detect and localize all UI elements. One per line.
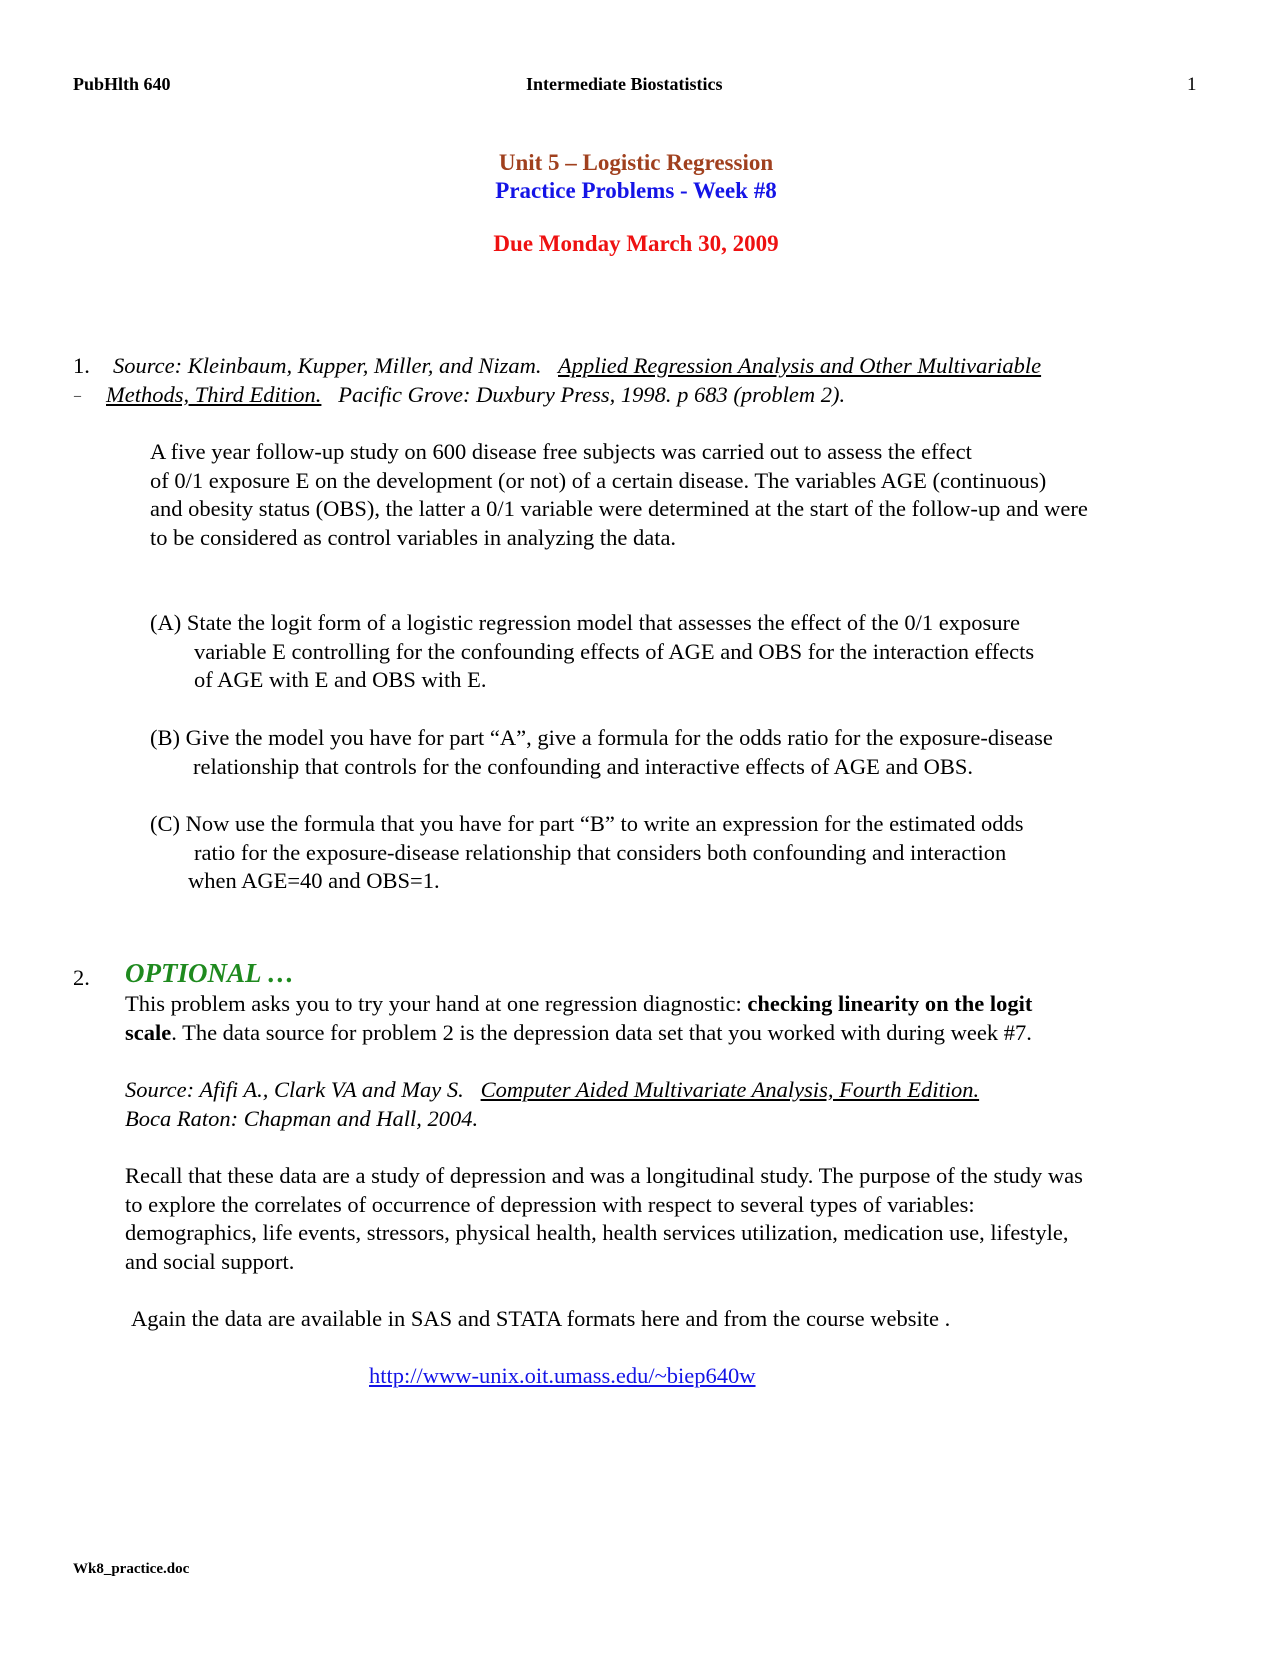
unit-title: Unit 5 – Logistic Regression xyxy=(498,150,774,175)
problem1-paragraph xyxy=(150,438,1088,552)
problem2-intro xyxy=(125,990,1032,1047)
part-b-line: relationship that controls for the confounding and interactive effects of AGE and OBS. xyxy=(193,753,974,779)
problem1-number: 1. xyxy=(73,353,90,378)
problem1-book-title: Applied Regression Analysis and Other Multivariable xyxy=(558,353,1042,378)
part-b-line: (B) Give the model you have for part “A”, give a formula for the odds ratio for the exposure-disease xyxy=(150,725,1053,750)
intro-bold: checking linearity on the logit xyxy=(747,991,1033,1016)
part-a-line: (A) State the logit form of a logistic regression model that assesses the effect of the 0/1 exposure xyxy=(150,610,1020,635)
part-c-line: ratio for the exposure-disease relationship that considers both confounding and interaction xyxy=(194,839,1007,865)
part-c-line: (C) Now use the formula that you have for part “B” to write an expression for the estimated odds xyxy=(150,811,1024,836)
recall-line: Recall that these data are a study of depression and was a longitudinal study. The purpose of the study was xyxy=(125,1163,1083,1188)
header-course: PubHlth 640 xyxy=(73,74,171,94)
problem2-source xyxy=(125,1076,979,1133)
problem1-book-title-cont: Methods, Third Edition. xyxy=(106,382,322,407)
due-date: Due Monday March 30, 2009 xyxy=(493,231,779,256)
paragraph-line: and obesity status (OBS), the latter a 0/1 variable were determined at the start of the follow-up and were xyxy=(150,496,1088,521)
header-course-title: Intermediate Biostatistics xyxy=(526,74,723,94)
intro-bold: scale xyxy=(125,1019,172,1045)
part-a-line: variable E controlling for the confounding effects of AGE and OBS for the interaction effects xyxy=(194,638,1035,664)
intro-text: This problem asks you to try your hand at one regression diagnostic: xyxy=(125,991,748,1016)
part-a xyxy=(150,609,1034,695)
part-b xyxy=(150,724,1053,781)
source-line-1 xyxy=(125,1076,979,1105)
course-website-link[interactable]: http://www-unix.oit.umass.edu/~biep640w xyxy=(369,1363,756,1388)
source-prefix: Source: Afifi A., Clark VA and May S. xyxy=(125,1077,464,1102)
practice-title: Practice Problems - Week #8 xyxy=(495,178,777,203)
problem1-publisher: Pacific Grove: Duxbury Press, 1998. p 683 (problem 2). xyxy=(338,382,846,407)
source-publisher: Boca Raton: Chapman and Hall, 2004. xyxy=(125,1105,479,1131)
recall-line: and social support. xyxy=(125,1248,295,1274)
recall-line: to explore the correlates of occurrence of depression with respect to several types of variables: xyxy=(125,1191,975,1217)
source-title: Computer Aided Multivariate Analysis, Fourth Edition. xyxy=(480,1077,980,1102)
problem2-again: Again the data are available in SAS and STATA formats here and from the course website . xyxy=(131,1306,951,1331)
part-c-line: when AGE=40 and OBS=1. xyxy=(188,868,440,893)
problem1-source-line1 xyxy=(113,352,1041,381)
problem2-recall xyxy=(125,1162,1083,1276)
problem2-heading: OPTIONAL … xyxy=(125,958,295,988)
paragraph-line: A five year follow-up study on 600 disease free subjects was carried out to assess the effect xyxy=(150,439,972,464)
problem1-source-line2 xyxy=(106,381,845,410)
recall-line: demographics, life events, stressors, physical health, health services utilization, medication use, lifestyle, xyxy=(125,1220,1069,1245)
intro-line-2 xyxy=(125,1019,1032,1048)
intro-text: . The data source for problem 2 is the depression data set that you worked with during week #7. xyxy=(171,1019,1032,1045)
paragraph-line: to be considered as control variables in analyzing the data. xyxy=(150,524,677,550)
title-block xyxy=(0,150,1272,257)
problem1-source-prefix: Source: Kleinbaum, Kupper, Miller, and Nizam. xyxy=(113,353,542,378)
paragraph-line: of 0/1 exposure E on the development (or not) of a certain disease. The variables AGE (continuous) xyxy=(150,467,1047,493)
intro-line-1 xyxy=(125,990,1032,1019)
part-a-line: of AGE with E and OBS with E. xyxy=(194,667,487,692)
problem2-number: 2. xyxy=(73,965,90,990)
page-number: 1 xyxy=(1187,74,1197,95)
part-c xyxy=(150,810,1024,896)
stray-mark: _ xyxy=(74,384,81,399)
footer-filename: Wk8_practice.doc xyxy=(73,1561,190,1577)
